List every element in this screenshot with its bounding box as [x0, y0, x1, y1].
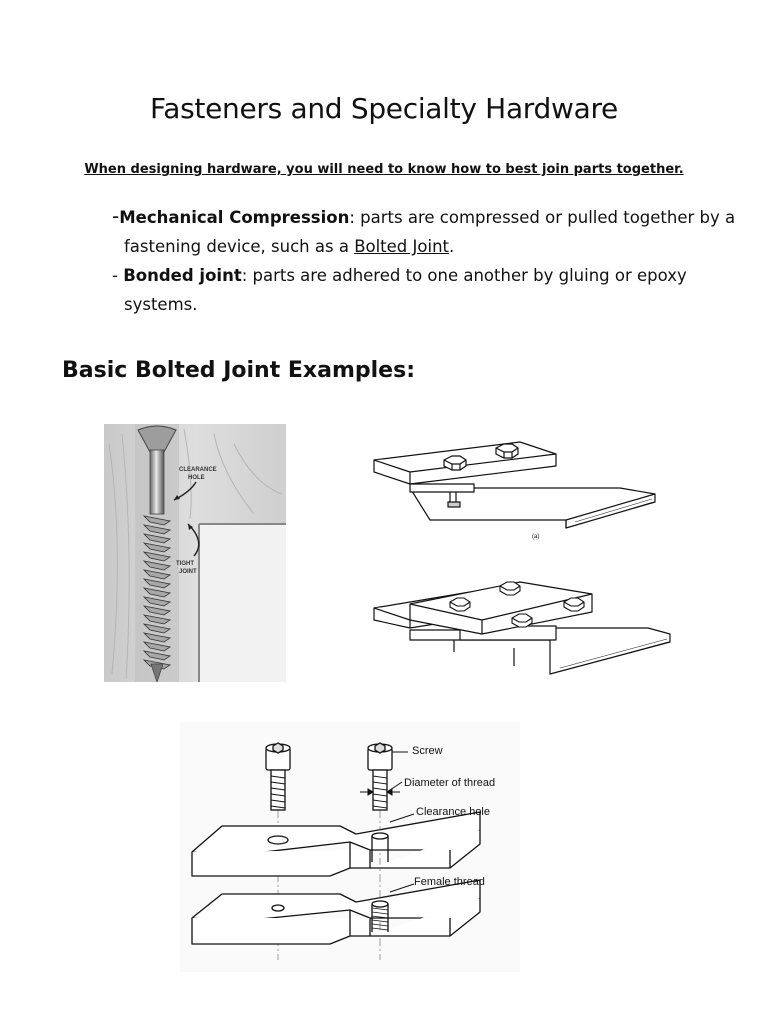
bullet-term-bonded: Bonded joint — [123, 266, 242, 285]
bullet-mechanical-end: . — [449, 237, 455, 256]
screw-thread-diagram — [180, 722, 520, 972]
label-diameter-of-thread: Diameter of thread — [404, 777, 496, 789]
bullet-term-mechanical: Mechanical Compression — [119, 208, 350, 227]
clearance-hole-label-2: HOLE — [188, 475, 205, 481]
tight-joint-label-2: JOINT — [179, 569, 197, 575]
tight-joint-label-1: TIGHT — [176, 561, 194, 567]
bullet-dash: - — [112, 204, 120, 228]
bullet-list — [112, 202, 736, 319]
bullet-mechanical-text-2: fastening device, such as a — [124, 237, 355, 256]
bullet-bonded-line-1 — [112, 261, 732, 290]
page-title: Fasteners and Specialty Hardware — [150, 92, 618, 125]
bullet-mechanical-line-1 — [112, 202, 736, 232]
bullet-bonded-text-1: : parts are adhered to one another by gluing or epoxy — [241, 266, 687, 285]
bullet-dash: - — [112, 266, 124, 285]
bolted-lap-joint-figure — [370, 436, 674, 686]
label-screw: Screw — [412, 745, 443, 757]
clearance-hole-label-1: CLEARANCE — [179, 467, 217, 473]
label-clearance-hole: Clearance hole — [416, 806, 490, 818]
bullet-bonded-line-2 — [112, 290, 732, 319]
screw-photo-figure — [104, 424, 286, 682]
bullet-mechanical-text-1: : parts are compressed or pulled together by a — [349, 208, 736, 227]
intro-text: When designing hardware, you will need to know how to best join parts together. — [84, 162, 684, 177]
bullet-bonded-text-2: systems. — [124, 295, 198, 314]
bolted-joint-link[interactable]: Bolted Joint — [354, 237, 449, 256]
label-female-thread: Female thread — [414, 876, 485, 888]
section-heading: Basic Bolted Joint Examples: — [62, 358, 415, 383]
figure-caption-a: (a) — [532, 534, 540, 540]
bullet-mechanical-line-2 — [112, 232, 732, 261]
